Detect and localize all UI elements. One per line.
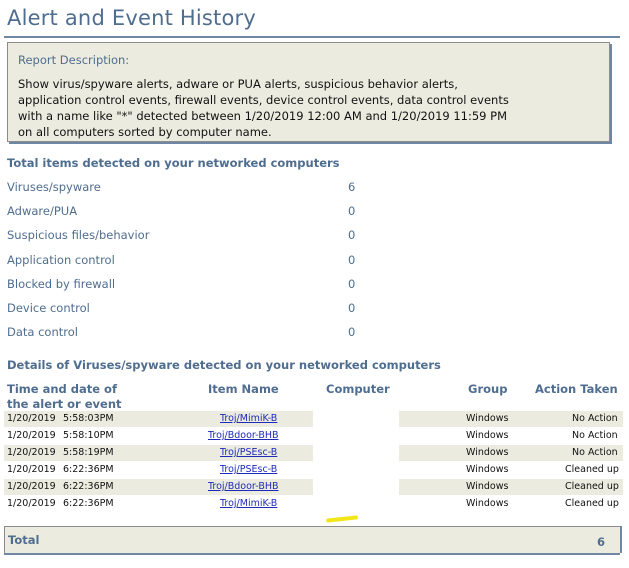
summary-value-viruses: 6 xyxy=(348,180,356,194)
summary-label-data-control: Data control xyxy=(7,325,78,339)
report-description-line: with a name like "*" detected between 1/20/2019 12:00 AM and 1/20/2019 11:59 PM xyxy=(18,109,508,123)
row-item-link[interactable]: Troj/MimiK-B xyxy=(220,413,278,424)
summary-label-suspicious: Suspicious files/behavior xyxy=(7,228,150,242)
total-label: Total xyxy=(8,533,40,547)
row-group: Windows xyxy=(466,498,509,509)
row-group: Windows xyxy=(466,430,509,441)
row-time: 5:58:19PM xyxy=(63,447,114,458)
row-group: Windows xyxy=(466,464,509,475)
row-date: 1/20/2019 xyxy=(7,447,56,458)
row-action: No Action xyxy=(572,430,618,441)
report-description-line: application control events, firewall events, device control events, data control events xyxy=(18,93,509,107)
column-header-action[interactable]: Action Taken xyxy=(535,382,618,396)
column-header-computer[interactable]: Computer xyxy=(326,382,390,396)
row-time: 5:58:03PM xyxy=(63,413,114,424)
summary-value-device-control: 0 xyxy=(348,301,356,315)
page-title: Alert and Event History xyxy=(7,6,256,30)
row-group: Windows xyxy=(466,413,509,424)
row-item-link[interactable]: Troj/Bdoor-BHB xyxy=(208,430,279,441)
row-time: 6:22:36PM xyxy=(63,498,114,509)
column-header-time[interactable] xyxy=(7,382,122,412)
row-item-link[interactable]: Troj/Bdoor-BHB xyxy=(208,481,279,492)
summary-label-viruses: Viruses/spyware xyxy=(7,180,101,194)
title-divider xyxy=(4,36,620,38)
row-time: 5:58:10PM xyxy=(63,430,114,441)
summary-heading: Total items detected on your networked computers xyxy=(7,156,340,170)
row-date: 1/20/2019 xyxy=(7,481,56,492)
column-header-item-name[interactable]: Item Name xyxy=(208,382,279,396)
row-group: Windows xyxy=(466,481,509,492)
total-value: 6 xyxy=(597,535,606,549)
column-header-time-line1: Time and date of xyxy=(7,382,117,396)
column-header-group[interactable]: Group xyxy=(468,382,508,396)
summary-value-app-control: 0 xyxy=(348,253,356,267)
summary-value-adware: 0 xyxy=(348,204,356,218)
row-time: 6:22:36PM xyxy=(63,481,114,492)
report-description-box xyxy=(7,42,610,142)
summary-label-device-control: Device control xyxy=(7,301,90,315)
row-item-link[interactable]: Troj/PSEsc-B xyxy=(220,464,278,475)
row-group: Windows xyxy=(466,447,509,458)
report-description-line: on all computers sorted by computer name. xyxy=(18,125,272,139)
summary-label-adware: Adware/PUA xyxy=(7,204,78,218)
cursor-highlight xyxy=(326,515,358,522)
row-date: 1/20/2019 xyxy=(7,430,56,441)
row-time: 6:22:36PM xyxy=(63,464,114,475)
summary-value-suspicious: 0 xyxy=(348,228,356,242)
report-description-label: Report Description: xyxy=(18,53,130,67)
summary-value-firewall: 0 xyxy=(348,277,356,291)
total-bar xyxy=(4,526,620,553)
row-action: No Action xyxy=(572,447,618,458)
report-description-line: Show virus/spyware alerts, adware or PUA alerts, suspicious behavior alerts, xyxy=(18,77,458,91)
row-action: Cleaned up xyxy=(565,464,619,475)
details-heading: Details of Viruses/spyware detected on your networked computers xyxy=(7,358,441,372)
row-action: Cleaned up xyxy=(565,481,619,492)
row-date: 1/20/2019 xyxy=(7,498,56,509)
summary-label-firewall: Blocked by firewall xyxy=(7,277,116,291)
row-item-link[interactable]: Troj/PSEsc-B xyxy=(220,447,278,458)
row-item-link[interactable]: Troj/MimiK-B xyxy=(220,498,278,509)
row-action: No Action xyxy=(572,413,618,424)
row-date: 1/20/2019 xyxy=(7,464,56,475)
summary-value-data-control: 0 xyxy=(348,325,356,339)
row-date: 1/20/2019 xyxy=(7,413,56,424)
column-header-time-line2: the alert or event xyxy=(7,397,122,411)
row-action: Cleaned up xyxy=(565,498,619,509)
summary-label-app-control: Application control xyxy=(7,253,115,267)
